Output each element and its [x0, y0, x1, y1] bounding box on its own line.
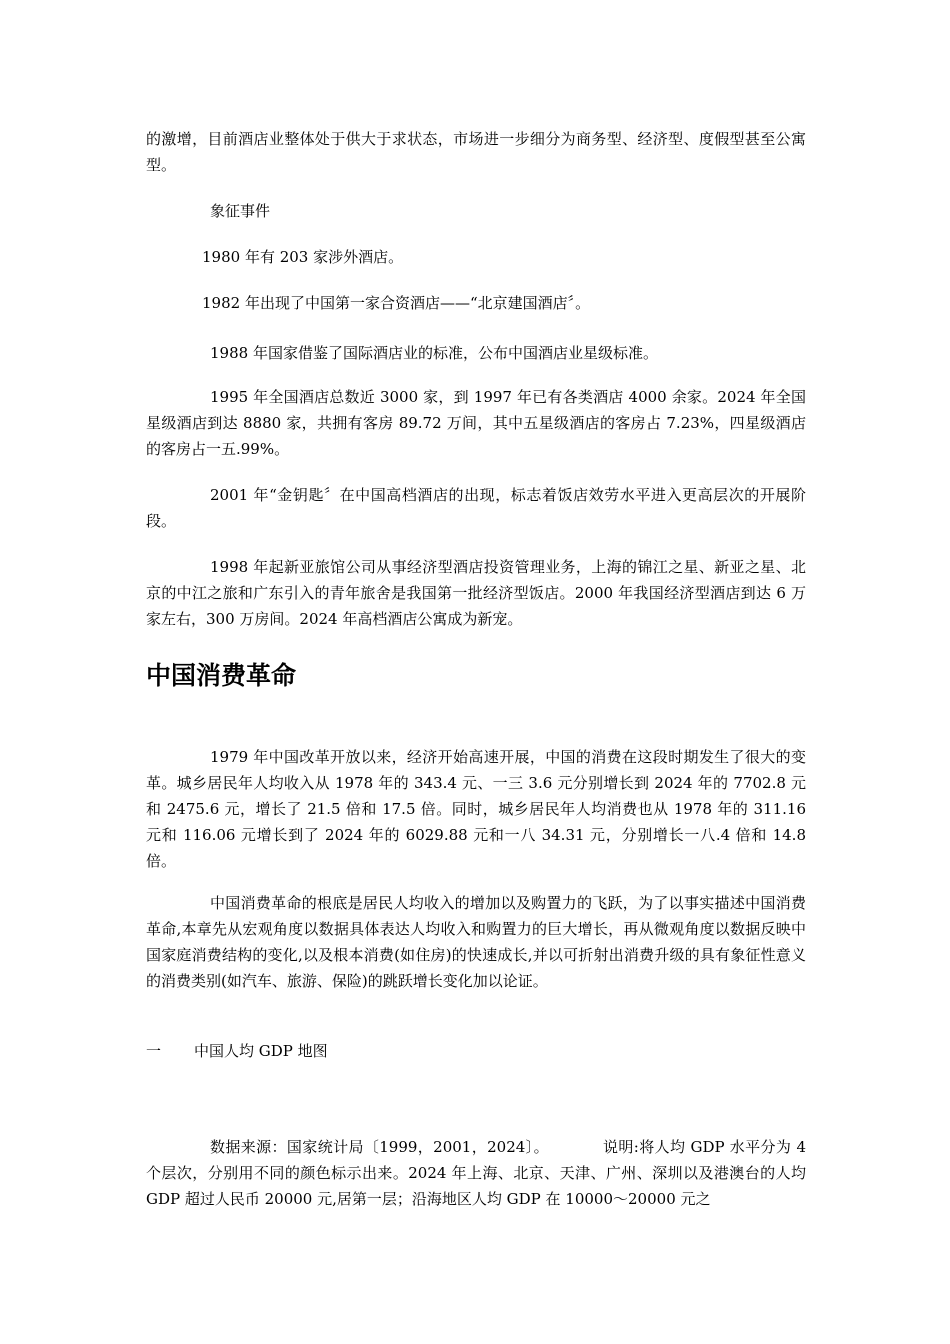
source-note-paragraph: 数据来源：国家统计局〔1999，2001，2024〕。 说明:将人均 GDP 水平分为 4 个层次，分别用不同的颜色标示出来。2024 年上海、北京、天津、广州、深圳以及港澳台的人均 GDP 超过人民币 20000 元,居第一层；沿海地区人均 GDP 在 10000～20000 元之 — [146, 1138, 806, 1208]
event-1998: 1998 年起新亚旅馆公司从事经济型酒店投资管理业务，上海的锦江之星、新亚之星、北京的中江之旅和广东引入的青年旅舍是我国第一批经济型饭店。2000 年我国经济型酒店到达 6 万家左右，300 万房间。2024 年高档酒店公寓成为新宠。 — [146, 558, 806, 628]
event-1995: 1995 年全国酒店总数近 3000 家，到 1997 年已有各类酒店 4000 余家。2024 年全国星级酒店到达 8880 家，共拥有客房 89.72 万间，其中五星级酒店的客房占 7.23%，四星级酒店的客房占一五.99%。 — [146, 388, 806, 458]
intro-paragraph: 的激增，目前酒店业整体处于供大于求状态，市场进一步细分为商务型、经济型、度假型甚至公寓型。 — [146, 130, 806, 174]
event-1982: 1982 年出现了中国第一家合资酒店——“北京建国酒店〞。 — [202, 294, 591, 312]
section-title: 中国消费革命 — [146, 661, 297, 690]
consumption-paragraph-1: 1979 年中国改革开放以来，经济开始高速开展，中国的消费在这段时期发生了很大的变革。城乡居民年人均收入从 1978 年的 343.4 元、一三 3.6 元分别增长到 2024 年的 7702.8 元和 2475.6 元，增长了 21.5 倍和 17.5 倍。同时，城乡居民年人均消费也从 1978 年的 311.16 元和 116.06 元增长到了 2024 年的 6029.88 元和一八 34.31 元，分别增长一八.4 倍和 14.8 倍。 — [146, 748, 806, 870]
events-label: 象征事件 — [210, 202, 271, 220]
event-1980: 1980 年有 203 家涉外酒店。 — [202, 248, 404, 266]
event-1988: 1988 年国家借鉴了国际酒店业的标准，公布中国酒店业星级标准。 — [210, 344, 658, 362]
subsection-title: 中国人均 GDP 地图 — [194, 1042, 328, 1060]
consumption-paragraph-2: 中国消费革命的根底是居民人均收入的增加以及购置力的飞跃，为了以事实描述中国消费革命,本章先从宏观角度以数据具体表达人均收入和购置力的巨大增长，再从微观角度以数据反映中国家庭消费结构的变化,以及根本消费(如住房)的快速成长,并以可折射出消费升级的具有象征性意义的消费类别(如汽车、旅游、保险)的跳跃增长变化加以论证。 — [146, 894, 806, 990]
subsection-number: 一 — [146, 1042, 162, 1060]
event-2001: 2001 年“金钥匙〞在中国高档酒店的出现，标志着饭店效劳水平进入更高层次的开展阶段。 — [146, 486, 806, 530]
subsection-heading — [146, 1038, 328, 1064]
